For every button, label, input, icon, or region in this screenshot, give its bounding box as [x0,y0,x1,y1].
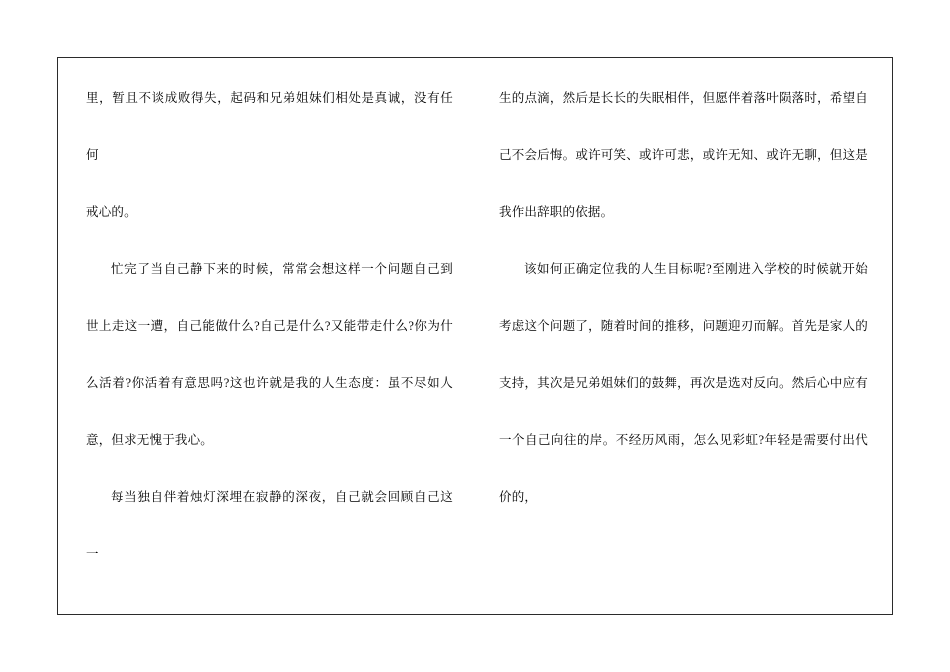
paragraph: 生的点滴，然后是长长的失眠相伴，但愿伴着落叶陨落时，希望自己不会后悔。或许可笑、或许可悲，或许无知、或许无聊，但这是我作出辞职的依据。 [499,91,868,219]
right-column [475,70,892,614]
paragraph: 里，暂且不谈成败得失，起码和兄弟姐妹们相处是真诚，没有任何 [86,91,453,162]
page-text-frame [57,57,893,615]
two-column-layout [58,58,892,614]
paragraph: 戒心的。 [86,205,137,219]
paragraph: 该如何正确定位我的人生目标呢?至刚进入学校的时候就开始考虑这个问题了，随着时间的推移，问题迎刃而解。首先是家人的支持，其次是兄弟姐妹们的鼓舞，再次是选对反向。然后心中应有一个自己向往的岸。不经历风雨，怎么见彩虹?年轻是需要付出代价的， [499,262,868,504]
paragraph: 忙完了当自己静下来的时候，常常会想这样一个问题自己到世上走这一遭，自己能做什么?自己是什么?又能带走什么?你为什么活着?你活着有意思吗?这也许就是我的人生态度：虽不尽如人意，但求无愧于我心。 [86,262,453,447]
left-column [58,70,475,614]
paragraph: 每当独自伴着烛灯深埋在寂静的深夜，自己就会回顾自己这一 [86,490,453,561]
